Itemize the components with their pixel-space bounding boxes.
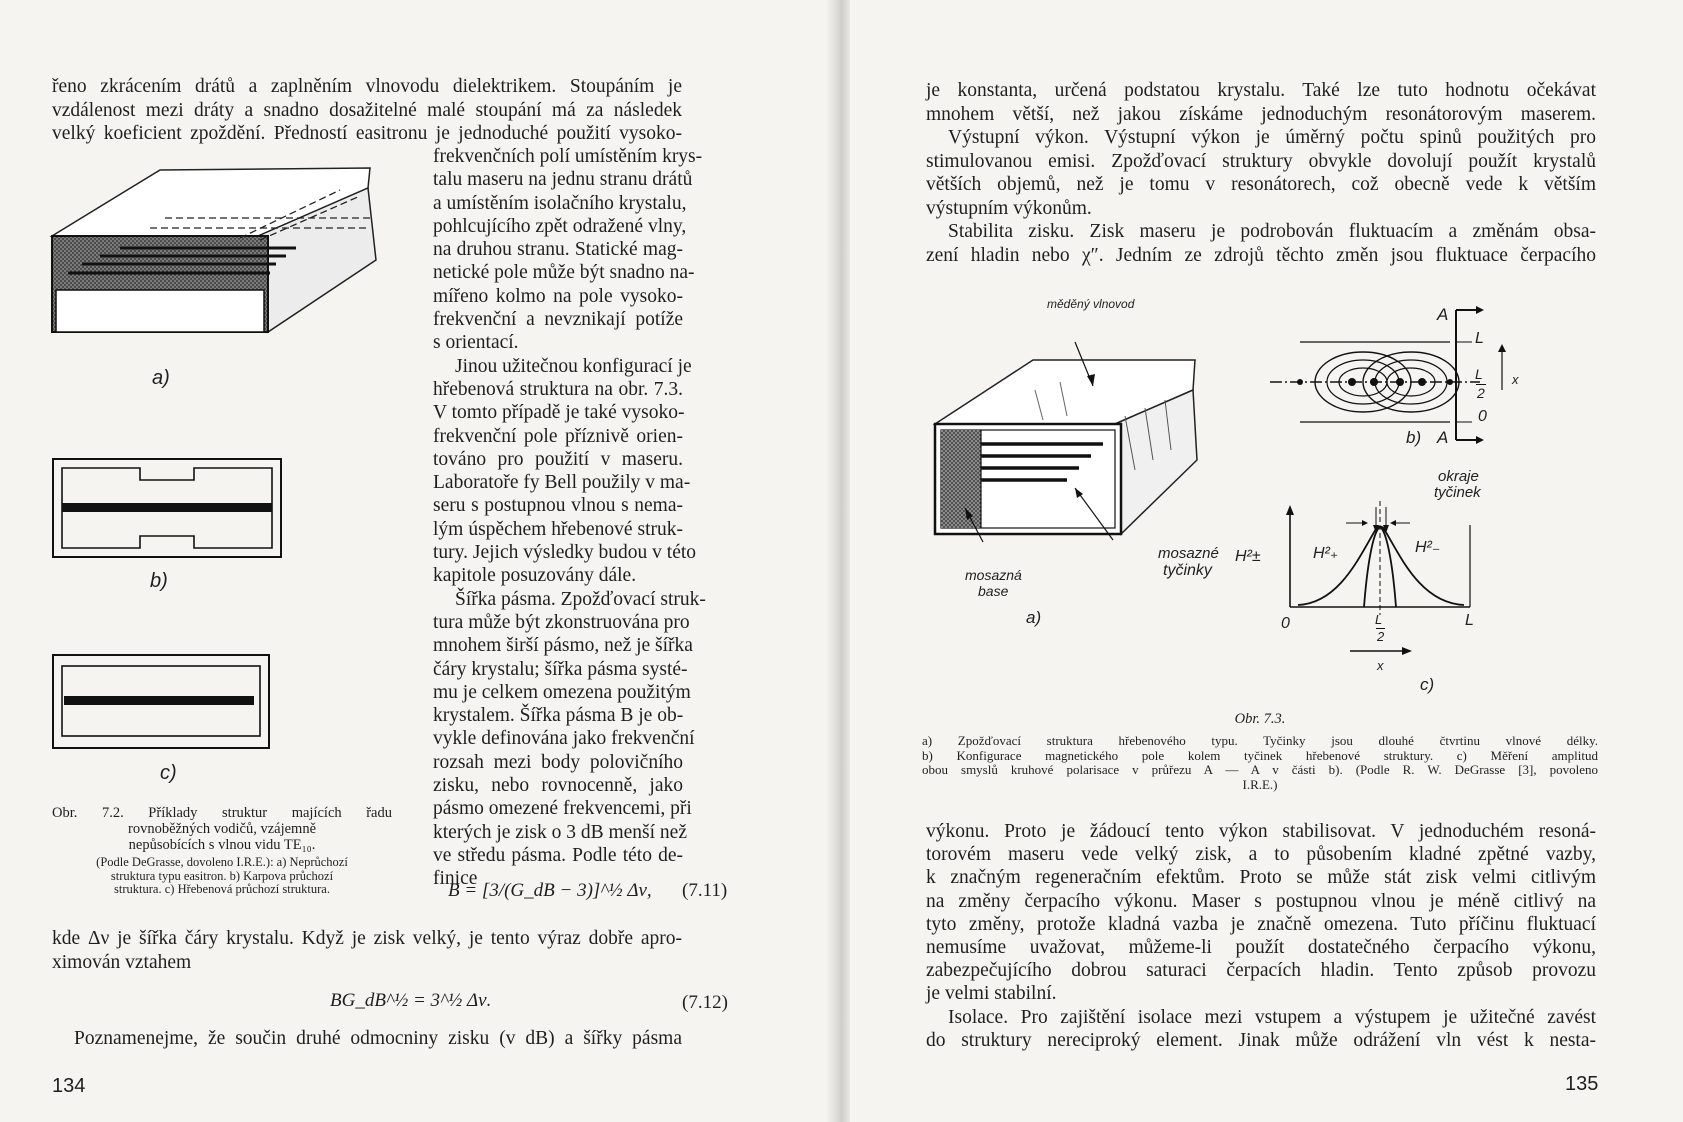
label-x-axis-b: x [1512, 372, 1519, 387]
label-c-L-half-den: 2 [1377, 629, 1385, 644]
figure-7-3a-comb-structure [925, 320, 1225, 540]
caption-line: (Podle DeGrasse, dovoleno I.R.E.): a) Neprůchozí [96, 855, 348, 869]
column-text-line: frekvenční pole příznivě orien- [433, 425, 683, 447]
text-line: k značným regeneračním efektům. Proto se může stát zisk velmi citlivým [926, 867, 1596, 889]
caption-line: b) Konfigurace magnetického pole kolem tyčinek hřebenové struktury. c) Měření amplitud [922, 747, 1598, 763]
text-line: výstupním výkonům. [926, 197, 1092, 219]
text-line: výkonu. Proto je žádoucí tento výkon stabilisovat. V jednoduchém resoná- [926, 821, 1596, 842]
figure-label-a: a) [1026, 608, 1042, 627]
column-text-line: mířeno kolmo na pole vysoko- [433, 285, 683, 307]
label-c-L: L [1465, 612, 1474, 629]
text-line: na změny čerpacího výkonu. Maser s postupnou vlnou je méně citlivý na [926, 890, 1596, 912]
figure-7-3c-amplitude-plot [1280, 495, 1500, 665]
column-text-line: Šířka pásma. Zpožďovací struk- [455, 588, 706, 610]
figure-7-2c-comb [52, 654, 270, 749]
equation-7-11-number: (7.11) [682, 880, 728, 901]
text-line: je velmi stabilní. [926, 983, 1057, 1005]
equation-7-12-number: (7.12) [682, 992, 728, 1013]
text-line: do struktury nereciproký element. Jinak může odrážení vln vést k nesta- [926, 1029, 1596, 1051]
label-c-L-half-num: L [1375, 612, 1383, 627]
label-brass-rods-1: mosazné [1158, 545, 1219, 562]
figure-label-a: a) [152, 367, 170, 389]
column-text-line: hřebenová struktura na obr. 7.3. [433, 378, 683, 400]
label-rod-edges-2: tyčinek [1434, 484, 1481, 501]
left-top-paragraph [52, 75, 682, 146]
column-text-line: a umístěním isolačního krystalu, [433, 192, 687, 214]
left-bottom-paragraph [52, 927, 682, 974]
column-text-line: seru s postupnou vlnou s nema- [433, 495, 683, 517]
equation-7-11: B = [3/(G_dB − 3)]^½ Δν, [448, 880, 652, 901]
label-copper-waveguide: měděný vlnovod [1047, 297, 1135, 311]
page-number-left: 134 [52, 1075, 86, 1097]
figure-7-3b-field-lines [1270, 300, 1510, 450]
left-page [0, 0, 830, 1122]
column-text-line: kterých je zisk o 3 dB menší než [433, 821, 687, 843]
column-text-line: Jinou užitečnou konfigurací je [455, 355, 692, 377]
equation-7-12: BG_dB^½ = 3^½ Δν. [330, 990, 492, 1011]
label-L-half-num: L [1475, 366, 1483, 382]
column-text-line: kapitole posuzovány dále. [433, 565, 637, 587]
label-c-x: x [1377, 658, 1384, 673]
caption-line: I.R.E.) [1242, 776, 1278, 792]
text-line: větších objemů, než je tomu v resonátorech, což obecně vede k větším [926, 174, 1596, 195]
text-line: ximován vztahem [52, 951, 192, 973]
text-line: Poznamenejme, že součin druhé odmocniny zisku (v dB) a šířky pásma [74, 1028, 682, 1049]
figure-label-b: b) [1406, 428, 1422, 447]
caption-line: obou smyslů kruhové polarisace v průřezu A — A v části b). (Podle R. W. DeGrasse [3], povoleno [922, 762, 1598, 777]
label-zero: 0 [1478, 408, 1487, 425]
caption-line: a) Zpožďovací struktura hřebenového typu. Tyčinky jsou dlouhé čtvrtinu vlnové délky. [922, 733, 1598, 748]
text-line: nemusíme uvažovat, můžeme-li použít dostatečného čerpacího výkonu, [926, 937, 1596, 959]
text-line: velký koeficient zpoždění. Předností easitronu je jednoduché použití vysoko- [52, 123, 682, 144]
right-page [850, 0, 1683, 1122]
column-text-line: pásmo omezené frekvencemi, při [433, 798, 692, 820]
column-text-line: rozsah mezi body polovičního [433, 751, 683, 773]
text-line: stimulovanou emisi. Zpožďovací struktury obvykle dovolují použít krystalů [926, 150, 1596, 172]
caption-line: nepůsobících s vlnou vidu TE₁₀. [128, 837, 316, 853]
column-text-line: vykle definována jako frekvenční [433, 728, 695, 750]
left-column-text [433, 145, 706, 891]
text-line: zabezpečujícího dobrou saturaci čerpacích hladin. Tento způsob provozu [926, 960, 1596, 982]
column-text-line: ve středu pásma. Podle této de- [433, 844, 683, 866]
page-number-right: 135 [1565, 1073, 1599, 1095]
figure-7-2-caption [52, 805, 392, 897]
column-text-line: lým úspěchem hřebenové struk- [433, 518, 683, 540]
column-text-line: s orientací. [433, 332, 519, 354]
right-top-paragraph [926, 79, 1596, 267]
text-line: je konstanta, určená podstatou krystalu. Také lze tuto hodnotu očekávat [926, 80, 1596, 101]
text-line: mnohem větší, než jakou získáme jednoduchým resonátorovým maserem. [926, 103, 1596, 125]
text-line: Stabilita zisku. Zisk maseru je podrobován fluktuacím a změnám obsa- [948, 221, 1596, 242]
column-text-line: pohlcujícího zpět odražené vlny, [433, 215, 687, 237]
column-text-line: zisku, nebo rovnocenně, jako [433, 775, 683, 797]
caption-title: Obr. 7.3. [1234, 711, 1286, 727]
label-brass-base-2: base [978, 583, 1009, 599]
figure-7-2a-easitron [40, 160, 400, 360]
label-A-bottom: A [1437, 428, 1449, 447]
column-text-line: továno pro použití v maseru. [433, 448, 683, 470]
text-line: kde Δν je šířka čáry krystalu. Když je zisk velký, je tento výraz dobře apro- [52, 928, 682, 949]
label-H-plus-minus: H²± [1235, 548, 1261, 565]
left-last-line [52, 1027, 682, 1051]
figure-label-c: c) [1420, 675, 1435, 694]
figure-label-c: c) [160, 762, 177, 784]
column-text-line: frekvenční a nevznikají potíže [433, 309, 683, 331]
label-L: L [1475, 330, 1484, 347]
figure-7-3-caption [922, 710, 1598, 792]
column-text-line: talu maseru na jednu stranu drátů [433, 169, 693, 191]
column-text-line: frekvenčních polí umístěním krys- [433, 146, 703, 167]
column-text-line: Laboratoře fy Bell použily v ma- [433, 472, 691, 494]
column-text-line: V tomto případě je také vysoko- [433, 402, 685, 424]
text-line: Výstupní výkon. Výstupní výkon je úměrný počtu spinů použitých pro [948, 127, 1596, 148]
caption-line: struktura. c) Hřebenová průchozí struktura. [114, 882, 330, 896]
label-brass-base-1: mosazná [965, 567, 1022, 583]
label-c-zero: 0 [1281, 615, 1290, 632]
text-line: zení hladin nebo χ″. Jedním ze zdrojů těchto změn jsou fluktuace čerpacího [926, 244, 1596, 266]
column-text-line: tury. Jejich výsledky budou v této [433, 542, 697, 564]
label-L-half-den: 2 [1477, 385, 1485, 401]
label-A-top: A [1437, 305, 1449, 324]
column-text-line: čáry krystalu; šířka pásma systé- [433, 658, 688, 680]
text-line: tyto změny, protože kladná vazba je značně omezena. Tuto příčinu fluktuací [926, 913, 1596, 935]
column-text-line: krystalem. Šířka pásma B je ob- [433, 705, 684, 727]
caption-line: Obr. 7.2. Příklady struktur majících řadu [52, 805, 392, 821]
figure-7-2b-karp [52, 458, 282, 558]
text-line: vzdálenost mezi dráty a snadno dosažitelné malé stoupání má za následek [52, 99, 682, 121]
column-text-line: finice [433, 868, 478, 890]
label-brass-rods-2: tyčinky [1163, 562, 1212, 579]
column-text-line: tura může být zkonstruována pro [433, 611, 690, 633]
right-bottom-paragraph [926, 820, 1596, 1052]
text-line: řeno zkrácením drátů a zaplněním vlnovodu dielektrikem. Stoupáním je [52, 76, 682, 97]
label-H-plus: H²₊ [1313, 545, 1339, 562]
text-line: torovém maseru vede velký zisk, a to působením kladné zpětné vazby, [926, 844, 1596, 866]
column-text-line: mu je celkem omezena použitým [433, 681, 691, 703]
column-text-line: netické pole může být snadno na- [433, 262, 695, 284]
text-line: Isolace. Pro zajištění isolace mezi vstupem a výstupem je užitečné zavést [948, 1006, 1596, 1028]
label-rod-edges-1: okraje [1438, 468, 1479, 485]
column-text-line: mnohem širší pásmo, než je šířka [433, 635, 693, 657]
figure-label-b: b) [150, 570, 168, 592]
caption-line: struktura typu easitron. b) Karpova průchozí [110, 868, 334, 883]
column-text-line: na druhou stranu. Statické mag- [433, 239, 683, 261]
label-H-minus: H²₋ [1415, 539, 1441, 556]
caption-line: rovnoběžných vodičů, vzájemně [127, 821, 317, 837]
